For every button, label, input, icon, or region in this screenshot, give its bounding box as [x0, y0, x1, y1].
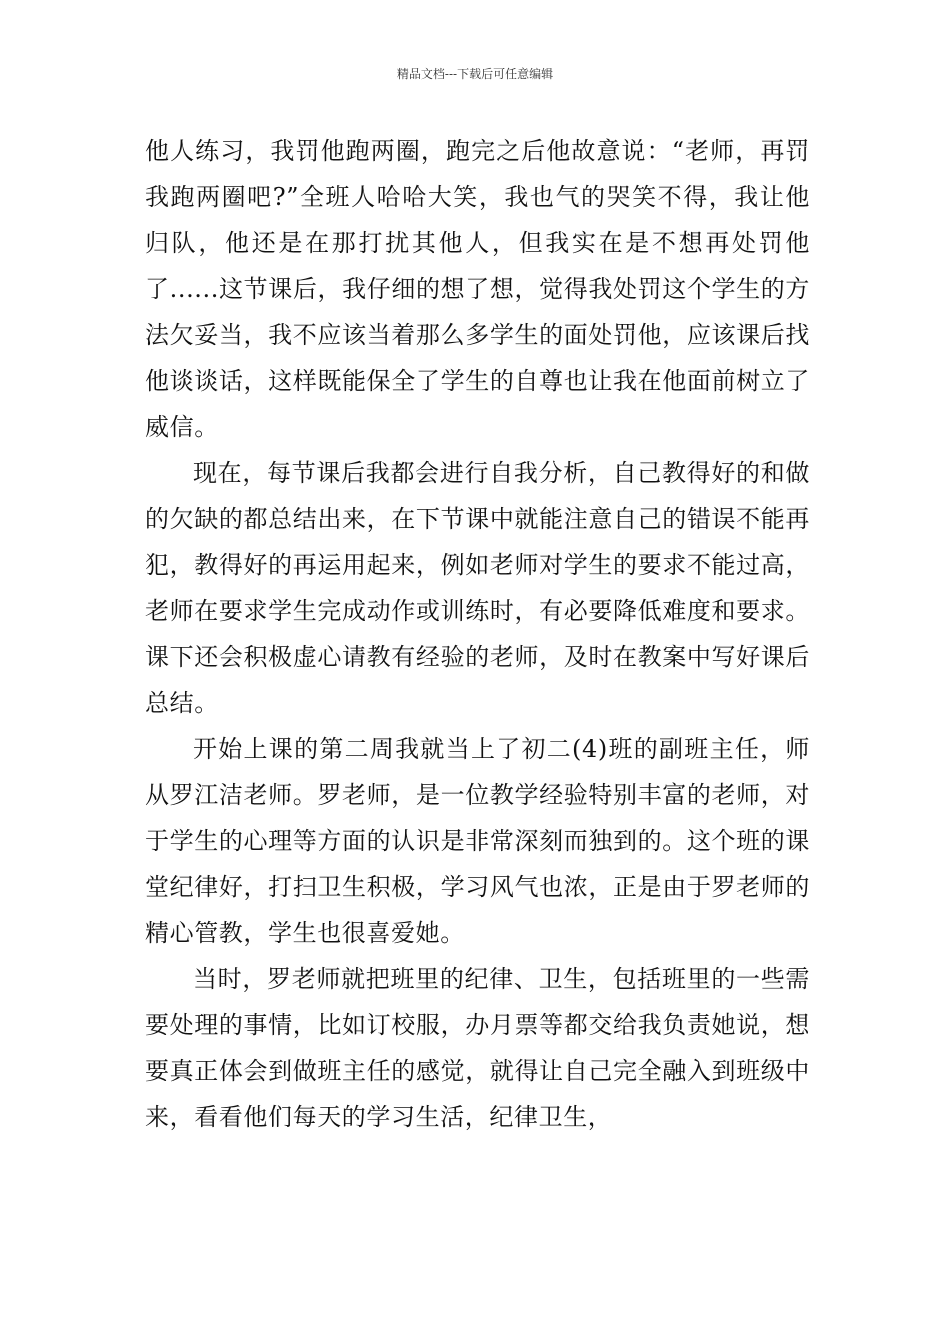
page-header: 精品文档---下载后可任意编辑 — [396, 67, 554, 81]
paragraph-2: 现在，每节课后我都会进行自我分析，自己教得好的和做的欠缺的都总结出来，在下节课中就能注意自己的错误不能再犯，教得好的再运用起来，例如老师对学生的要求不能过高，老师在要求学生完成动作或训练时，有必要降低难度和要求。课下还会积极虚心请教有经验的老师，及时在教案中写好课后总结。 — [145, 459, 810, 717]
paragraph-3: 开始上课的第二周我就当上了初二(4)班的副班主任，师从罗江洁老师。罗老师，是一位教学经验特别丰富的老师，对于学生的心理等方面的认识是非常深刻而独到的。这个班的课堂纪律好，打扫卫生积极，学习风气也浓，正是由于罗老师的精心管教，学生也很喜爱她。 — [145, 735, 810, 947]
paragraph-4: 当时，罗老师就把班里的纪律、卫生，包括班里的一些需要处理的事情，比如订校服，办月票等都交给我负责她说，想要真正体会到做班主任的感觉，就得让自己完全融入到班级中来，看看他们每天的学习生活，纪律卫生， — [145, 965, 810, 1131]
paragraph-1: 他人练习，我罚他跑两圈，跑完之后他故意说：“老师，再罚我跑两圈吧?”全班人哈哈大笑，我也气的哭笑不得，我让他归队，他还是在那打扰其他人，但我实在是不想再处罚他了......这节课后，我仔细的想了想，觉得我处罚这个学生的方法欠妥当，我不应该当着那么多学生的面处罚他，应该课后找他谈谈话，这样既能保全了学生的自尊也让我在他面前树立了威信。 — [145, 137, 810, 441]
document-body — [145, 128, 810, 1140]
